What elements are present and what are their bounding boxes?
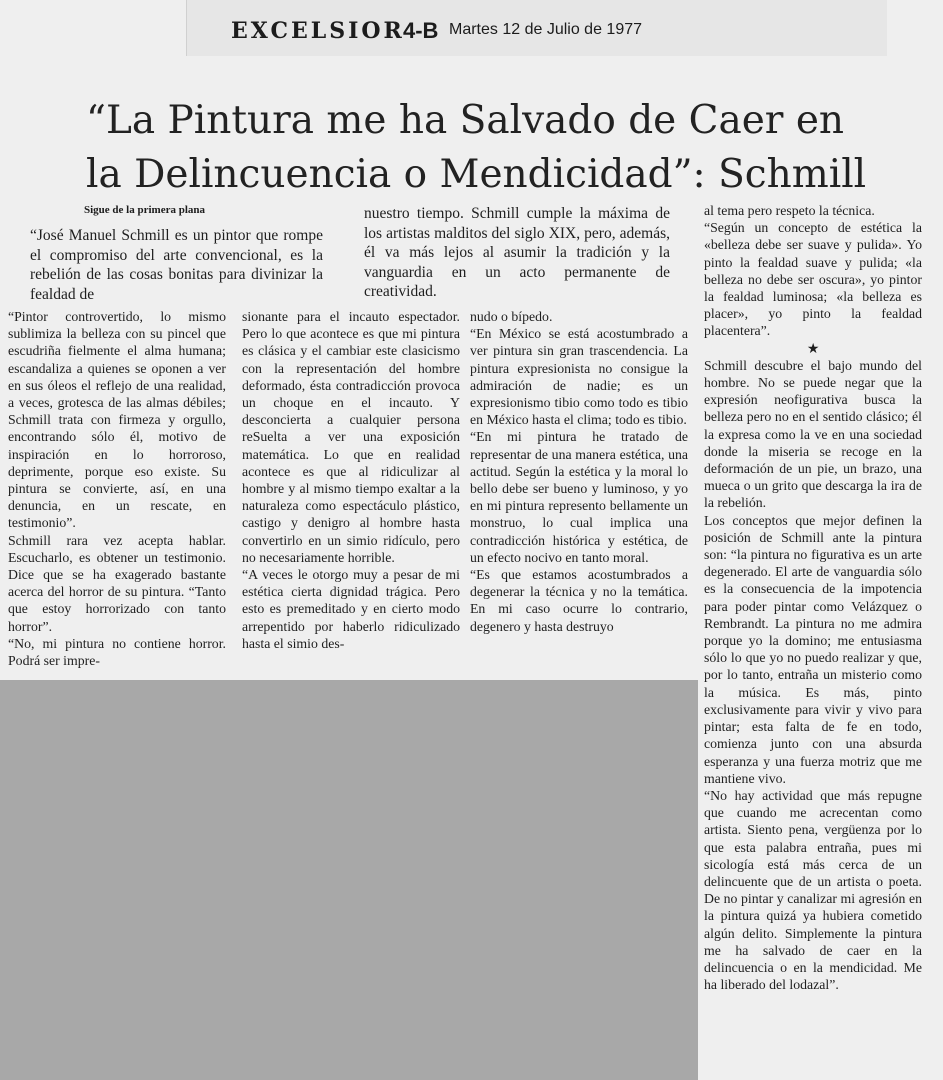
paragraph: “Es que estamos acostumbrados a degenerar la técnica y no la temática. En mi caso ocurre lo contrario, degenero y hasta destruyo — [470, 567, 688, 634]
paragraph: “Según un concepto de estética la «belleza debe ser suave y pulida». Yo pinto la fealdad suave y pulida; «la belleza no debe ser oscura», yo pintor la fealdad luminosa; «la belleza es placer», yo pinto la fealdad placentera”. — [704, 220, 922, 339]
intro-paragraph — [30, 226, 323, 304]
intro-continuation — [364, 204, 670, 302]
paragraph: “En México se está acostumbrado a ver pintura sin gran trascendencia. La pintura expresionista no consigue la admiración de nadie; es un expresionismo tibio como todo es tibio en México hasta el clima; todo es tibio. — [470, 326, 688, 428]
intro-text: “José Manuel Schmill es un pintor que rompe el compromiso del arte convencional, es la rebelión de las cosas bonitas para divinizar la fealdad de — [30, 227, 323, 303]
headline — [86, 94, 876, 202]
paragraph: Schmill rara vez acepta hablar. Escucharlo, es obtener un testimonio. Dice que se ha exagerado bastante acerca del horror de su pintura. “Tanto que estoy horrorizado con tanto horror”. — [8, 532, 226, 634]
intro-continuation-text: nuestro tiempo. Schmill cumple la máxima de los artistas malditos del siglo XIX, pero, además, él va más lejos al asumir la tradición y la vanguardia en un acto permanente de creatividad. — [364, 205, 670, 300]
masthead — [186, 0, 887, 56]
paragraph: Schmill descubre el bajo mundo del hombre. No se puede negar que la expresión neofigurativa busca la belleza pero no en el sentido clásico; él la expresa como la ve en una sociedad donde la miseria se recoge en la deformación de un pie, un brazo, una mueca o un grito que descarga la ira de la rebelión. — [704, 357, 922, 511]
paragraph: “A veces le otorgo muy a pesar de mi estética cierta dignidad trágica. Pero esto es premeditado y en cierto modo arrepentido por haberlo ridiculizado hasta el simio des- — [242, 567, 460, 651]
star-separator: ★ — [806, 340, 820, 356]
paragraph: “Pintor controvertido, lo mismo sublimiza la belleza con su pincel que escudriña fielmente el alma humana; escandaliza a quienes se oponen a ver en sus óleos el reflejo de una realidad, a veces, grotesca de las almas débiles; Schmill trata con firmeza y orgullo, encontrando sólo él, motivo de inspiración en lo horroroso, deprimente, porque eso existe. Su pintura se convierte, así, en una denuncia, en un rescate, en testimonio”. — [8, 309, 226, 531]
paragraph: “No, mi pintura no contiene horror. Podrá ser impre- — [8, 635, 226, 669]
continuation-note: Sigue de la primera plana — [84, 204, 206, 216]
paragraph: sionante para el incauto espectador. Pero lo que acontece es que mi pintura es clásica y el cambiar este clasicismo con la representación del hombre deformado, ésta contradicción provoca un choque en el incauto. Y desconcierta a cualquier persona reSuelta a ver una exposición matemática. Lo que en realidad acontece es que al ridiculizar al hombre y al mismo tiempo exaltar a la naturaleza como espectáculo plástico, castigo y denigro al hombre hasta convertirlo en un simio ridículo, pero no necesariamente horrible. — [242, 309, 460, 565]
column-3 — [470, 308, 688, 680]
paragraph: “En mi pintura he tratado de representar de una manera estética, una actitud. Según la estética y la moral lo bello debe ser bueno y luminoso, y yo en mi pintura represento bellamente un monstruo, lo cual implica una contradicción histórica y estética, de un efecto nocivo en tanto moral. — [470, 429, 688, 565]
column-2 — [242, 308, 460, 680]
paragraph: al tema pero respeto la técnica. — [704, 203, 875, 218]
page-number: 4-B — [403, 18, 439, 43]
headline-line-1: “La Pintura me ha Salvado de Caer en — [86, 98, 845, 143]
column-1 — [8, 308, 226, 680]
headline-line-2: la Delincuencia o Mendicidad”: Schmill — [86, 152, 867, 197]
paragraph: “No hay actividad que más repugne que cuando me acrecentan como artista. Siento pena, vergüenza por lo que esta palabra entraña, pues mi sicología está más cerca de un delincuente que de un artista o poeta. De no pintar y canalizar mi agresión en la pintura quizá ya hubiera cometido algún delito. Simplemente la pintura me ha salvado de caer en la delincuencia o en la mendicidad. Me ha liberado del lodazal”. — [704, 787, 922, 993]
publication-date: Martes 12 de Julio de 1977 — [449, 21, 643, 38]
paragraph: nudo o bípedo. — [470, 309, 553, 324]
blank-area — [0, 680, 698, 1080]
newspaper-name: EXCELSIOR — [231, 18, 405, 44]
paragraph: Los conceptos que mejor definen la posición de Schmill ante la pintura son: “la pintura no figurativa es un arte degenerado. El arte de vanguardia sólo es la consecuencia de la impotencia para poder pintar como Velázquez o Rembrandt. La pintura no me admira porque yo la domino; me entusiasma sólo lo que yo no puedo realizar y que, por lo tanto, entraña un misterio como la música. Es más, pinto exclusivamente para vivir y vivo para pintar; esta falta de fe en todo, comienza junto con una absurda esperanza y una fuerza motriz que me mantiene vivo. — [704, 512, 922, 786]
column-4 — [704, 202, 922, 993]
